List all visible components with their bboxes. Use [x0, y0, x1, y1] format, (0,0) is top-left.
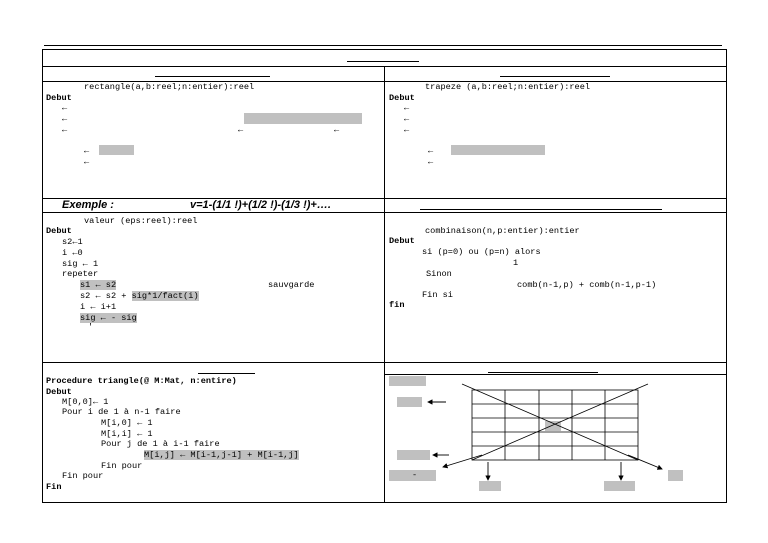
cell5-highlight-mij: M[i,j] ← M[i-1,j-1] + M[i-1,j] — [144, 450, 299, 460]
cell1-arrow-1: ← — [62, 103, 68, 113]
cell4-line-si: si (p=0) ou (p=n) alors — [422, 247, 541, 257]
diagram-arrows — [428, 402, 662, 480]
cell5-line-pour-i: Pour i de 1 à n-1 faire — [62, 407, 181, 417]
cell1-arrow-5: ← — [334, 125, 340, 135]
cell2-arrow-3: ← — [404, 125, 410, 135]
cell2-arrow-2: ← — [404, 114, 410, 124]
cell1-arrow-7: ← — [84, 157, 90, 167]
cell2-arrow-1: ← — [404, 103, 410, 113]
cell1-arrow-3: ← — [62, 125, 68, 135]
cell4-fin: fin — [389, 300, 405, 310]
cell3-debut: Debut — [46, 226, 72, 236]
cell2-arrow-5: ← — [428, 157, 434, 167]
cell1-arrow-4: ← — [238, 125, 244, 135]
cell4-line-comb: comb(n-1,p) + comb(n-1,p-1) — [517, 280, 657, 290]
cell2-debut: Debut — [389, 93, 415, 103]
cell4-debut: Debut — [389, 236, 415, 246]
cell2-header: trapeze (a,b:reel;n:entier):reel — [425, 82, 591, 92]
example-formula: v=1-(1/1 !)+(1/2 !)-(1/3 !)+…. — [190, 199, 331, 211]
matrix-diagonals — [462, 384, 648, 460]
cell5-line-m00: M[0,0]← 1 — [62, 397, 109, 407]
cell1-arrow-6: ← — [84, 146, 90, 156]
cell5-line-mi0: M[i,0] ← 1 — [101, 418, 153, 428]
cell5-line-mii: M[i,i] ← 1 — [101, 429, 153, 439]
cell5-line-finpour-j: Fin pour — [101, 461, 143, 471]
cell2-arrow-4: ← — [428, 146, 434, 156]
cell1-arrow-2: ← — [62, 114, 68, 124]
cell3-line-i-inc: i ← i+1 — [80, 302, 117, 312]
cell6-minus: - — [412, 470, 418, 480]
cell3-highlight-s1: s1 ← s2 — [80, 280, 117, 290]
example-label: Exemple : — [62, 199, 114, 211]
cell3-line-sig: sig ← 1 — [62, 259, 99, 269]
cell3-highlight-fact: sig*1/fact(i) — [131, 291, 199, 301]
cell5-header: Procedure triangle(@ M:Mat, n:entire) — [46, 376, 237, 386]
cell5-debut: Debut — [46, 387, 72, 397]
cell4-header: combinaison(n,p:entier):entier — [425, 226, 580, 236]
cell3-s2-expr: s2 ← s2 + — [80, 291, 132, 301]
cell3-highlight-sig: sig ← - sig — [80, 313, 137, 323]
cell3-header: valeur (eps:reel):reel — [84, 216, 198, 226]
cell3-tick: ' — [88, 322, 94, 332]
cell1-header: rectangle(a,b:reel;n:entier):reel — [84, 82, 255, 92]
cell4-line-sinon: Sinon — [426, 269, 452, 279]
cell3-line-s2: s2←1 — [62, 237, 83, 247]
cell4-line-finsi: Fin si — [422, 290, 453, 300]
cell5-line-finpour-i: Fin pour — [62, 471, 104, 481]
cell3-line-i: i ←0 — [62, 248, 83, 258]
cell1-debut: Debut — [46, 93, 72, 103]
cell5-fin: Fin — [46, 482, 62, 492]
cell3-line-repeter: repeter — [62, 269, 99, 279]
cell4-line-1: 1 — [513, 258, 519, 268]
cell3-side-note: sauvgarde — [268, 280, 315, 290]
cell5-line-pour-j: Pour j de 1 à i-1 faire — [101, 439, 220, 449]
